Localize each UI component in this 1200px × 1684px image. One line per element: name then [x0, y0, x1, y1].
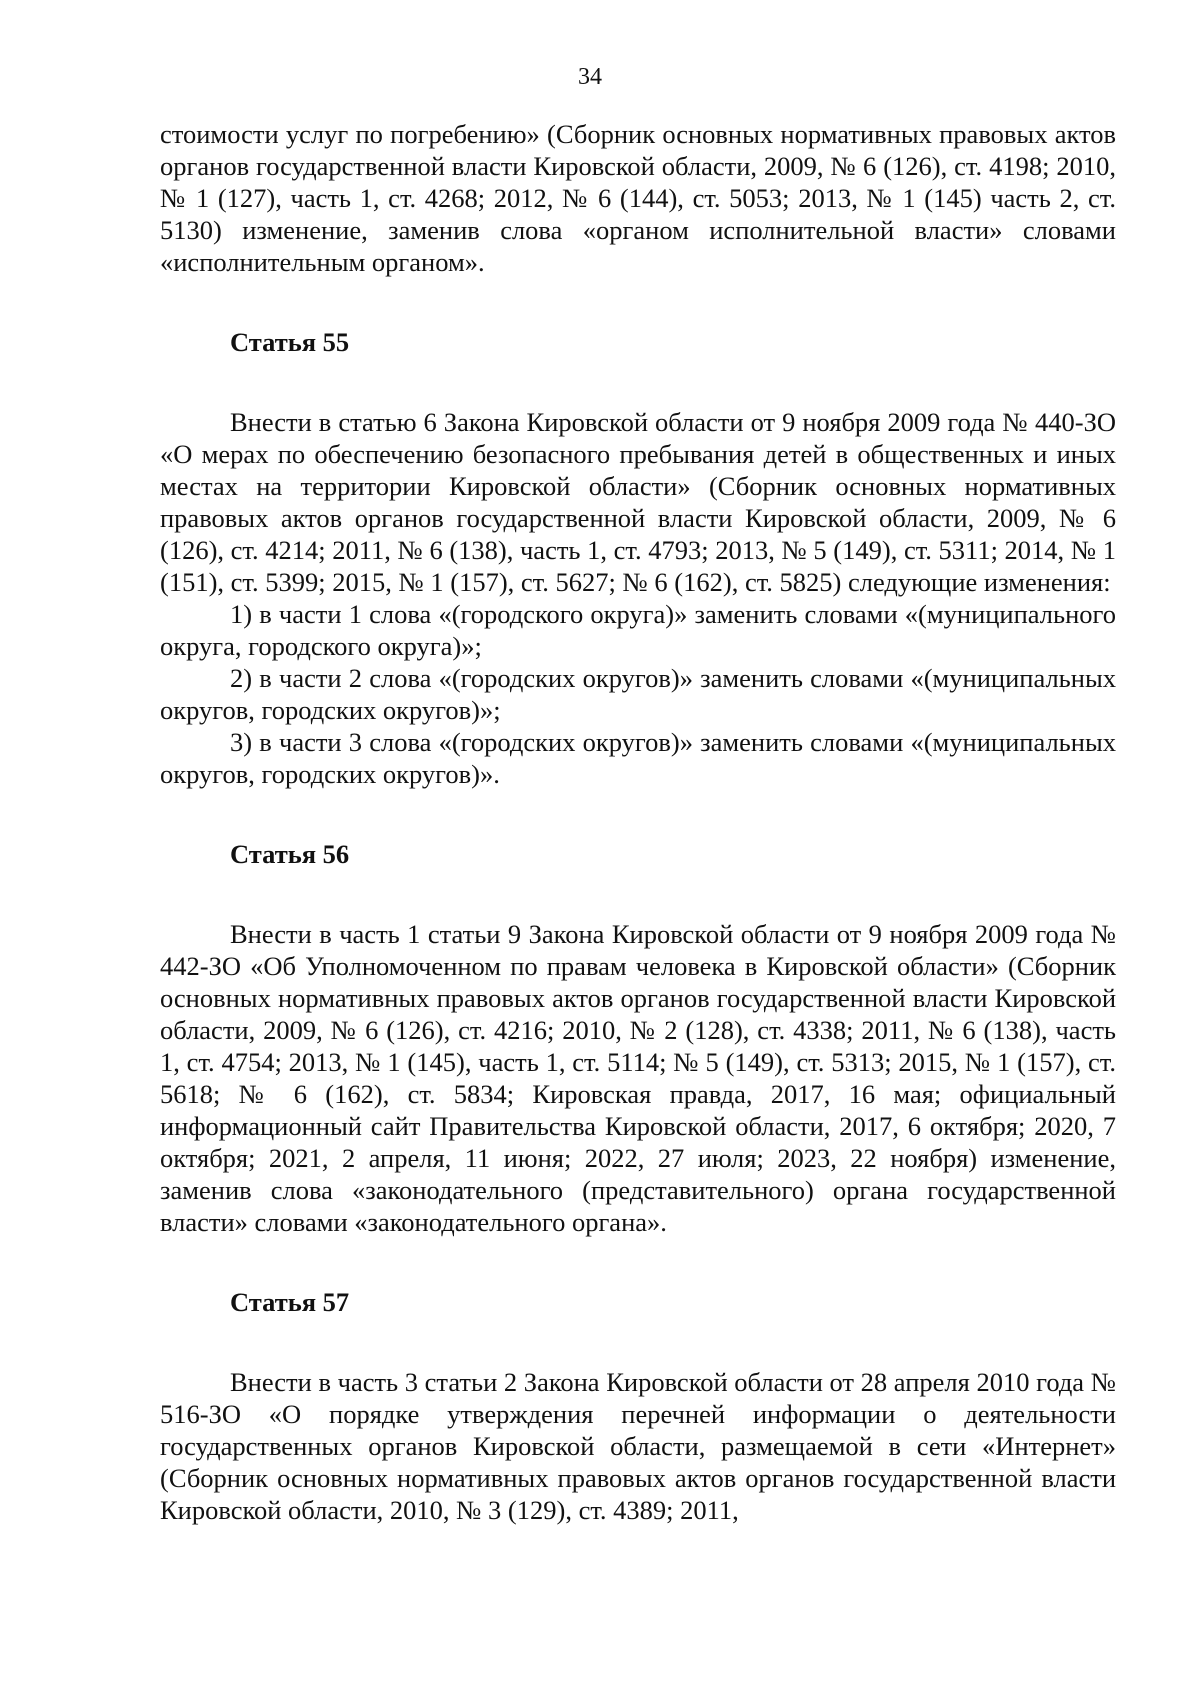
- document-body: [160, 118, 1116, 1526]
- article-55-paragraph: Внести в статью 6 Закона Кировской области от 9 ноября 2009 года № 440-ЗО «О мерах по обеспечению безопасного пребывания детей в общественных и иных местах на территории Кировской области» (Сборник основных нормативных правовых актов органов государственной власти Кировской области, 2009, № 6 (126), ст. 4214; 2011, № 6 (138), часть 1, ст. 4793; 2013, № 5 (149), ст. 5311; 2014, № 1 (151), ст. 5399; 2015, № 1 (157), ст. 5627; № 6 (162), ст. 5825) следующие изменения:: [160, 407, 1116, 597]
- article-56-paragraph: Внести в часть 1 статьи 9 Закона Кировской области от 9 ноября 2009 года № 442-ЗО «Об Уполномоченном по правам человека в Кировской области» (Сборник основных нормативных правовых актов органов государственной власти Кировской области, 2009, № 6 (126), ст. 4216; 2010, № 2 (128), ст. 4338; 2011, № 6 (138), часть 1, ст. 4754; 2013, № 1 (145), часть 1, ст. 5114; № 5 (149), ст. 5313; 2015, № 1 (157), ст. 5618; № 6 (162), ст. 5834; Кировская правда, 2017, 16 мая; официальный информационный сайт Правительства Кировской области, 2017, 6 октября; 2020, 7 октября; 2021, 2 апреля, 11 июня; 2022, 27 июля; 2023, 22 ноября) изменение, заменив слова «законодательного (представительного) органа государственной власти» словами «законодательного органа».: [160, 919, 1116, 1237]
- article-55-item-3: 3) в части 3 слова «(городских округов)» заменить словами «(муниципальных округов, городских округов)».: [160, 727, 1116, 789]
- page-number: 34: [578, 64, 602, 90]
- article-55-item-2: 2) в части 2 слова «(городских округов)» заменить словами «(муниципальных округов, городских округов)»;: [160, 663, 1116, 725]
- article-57-paragraph: Внести в часть 3 статьи 2 Закона Кировской области от 28 апреля 2010 года № 516-ЗО «О порядке утверждения перечней информации о деятельности государственных органов Кировской области, размещаемой в сети «Интернет» (Сборник основных нормативных правовых актов органов государственной власти Кировской области, 2010, № 3 (129), ст. 4389; 2011,: [160, 1367, 1116, 1525]
- article-56-heading: Статья 56: [230, 839, 350, 869]
- article-55-item-1: 1) в части 1 слова «(городского округа)» заменить словами «(муниципального округа, городского округа)»;: [160, 599, 1116, 661]
- article-55-heading: Статья 55: [230, 327, 350, 357]
- article-57-heading: Статья 57: [230, 1287, 350, 1317]
- intro-paragraph: стоимости услуг по погребению» (Сборник основных нормативных правовых актов органов государственной власти Кировской области, 2009, № 6 (126), ст. 4198; 2010, № 1 (127), часть 1, ст. 4268; 2012, № 6 (144), ст. 5053; 2013, № 1 (145) часть 2, ст. 5130) изменение, заменив слова «органом исполнительной власти» словами «исполнительным органом».: [160, 119, 1116, 277]
